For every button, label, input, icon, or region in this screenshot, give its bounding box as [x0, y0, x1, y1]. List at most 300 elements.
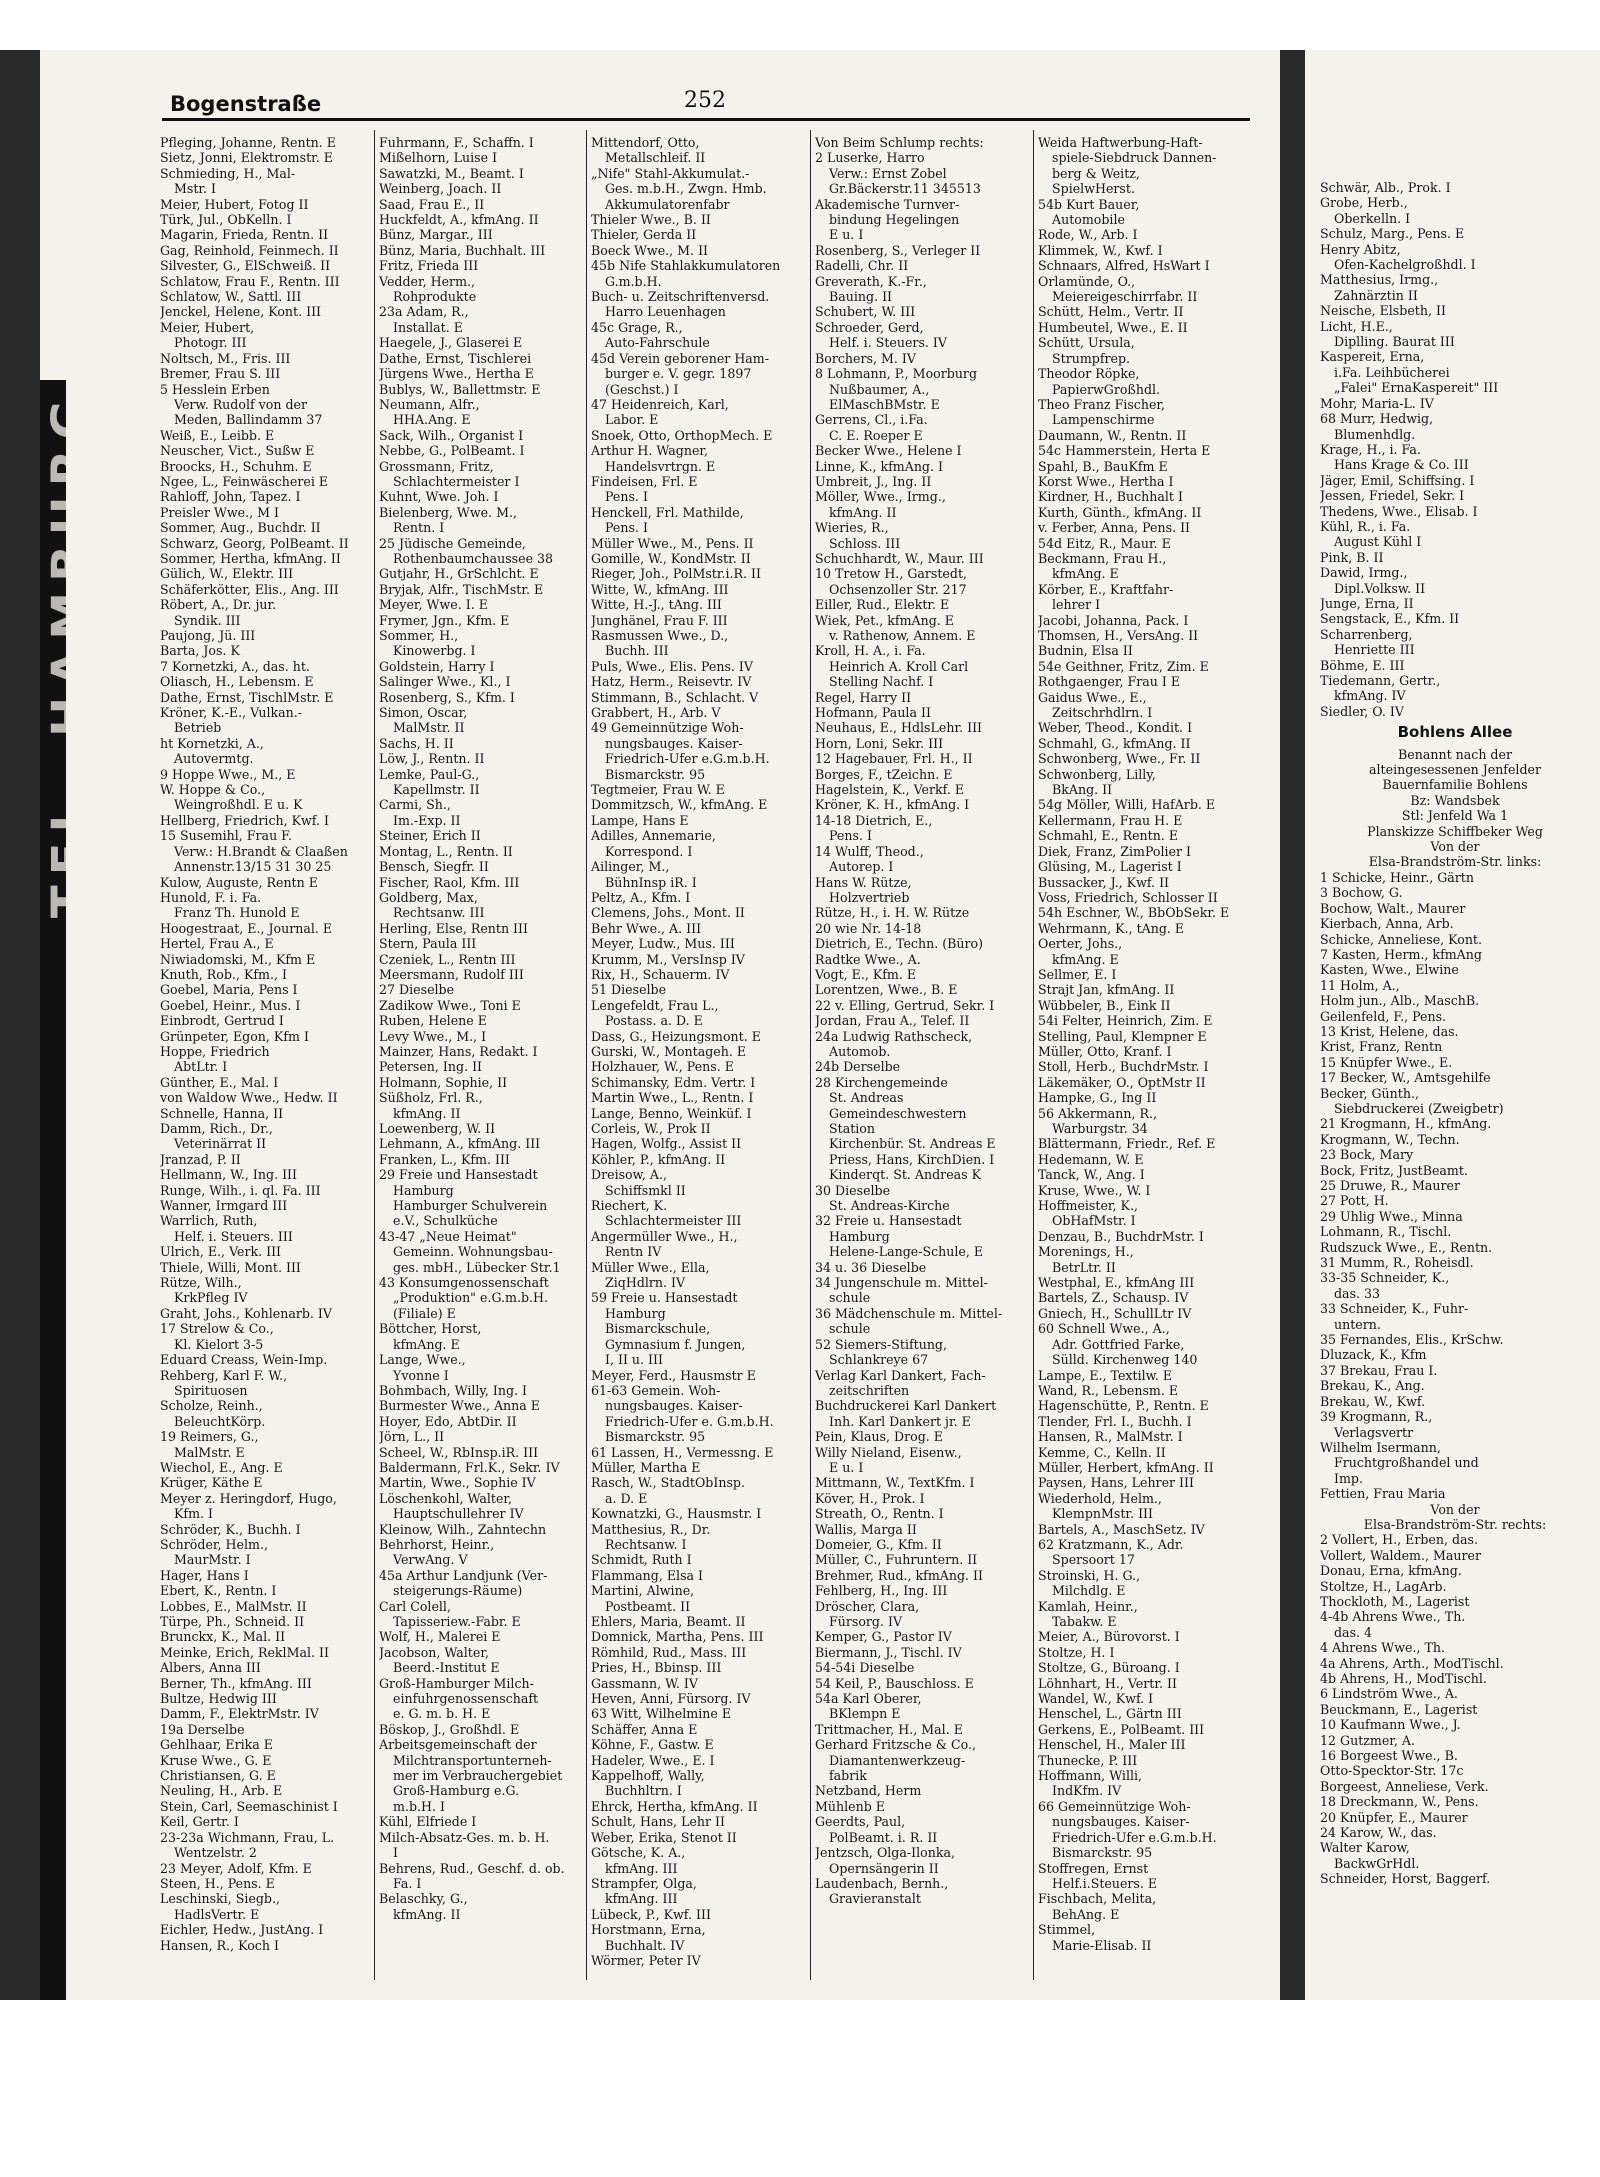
- directory-entry: Weida Haftwerbung-Haft-: [1038, 135, 1203, 150]
- directory-entry: Verlag Karl Dankert, Fach-: [815, 1367, 986, 1383]
- directory-entry: Ehlers, Maria, Beamt. II: [591, 1614, 746, 1629]
- directory-entry: Schwarz, Georg, PolBeamt. II: [160, 535, 349, 551]
- directory-entry: Pein, Klaus, Drog. E: [815, 1429, 943, 1445]
- directory-entry: Kierbach, Anna, Arb.: [1320, 916, 1454, 932]
- directory-entry: Meiereigeschirrfabr. II: [1052, 289, 1198, 305]
- directory-entry: I: [393, 1845, 398, 1861]
- directory-entry: Bartels, Z., Schausp. IV: [1038, 1290, 1189, 1306]
- street-note: Benannt nach der: [1398, 746, 1512, 762]
- directory-entry: Labor. E: [605, 412, 659, 428]
- directory-entry: Warburgstr. 34: [1052, 1121, 1148, 1136]
- directory-entry: Jessen, Friedel, Sekr. I: [1320, 488, 1465, 504]
- directory-entry: Buchdruckerei Karl Dankert: [815, 1398, 997, 1414]
- directory-entry: berg & Weitz,: [1052, 165, 1140, 181]
- directory-entry: Berner, Th., kfmAng. III: [160, 1675, 312, 1691]
- directory-entry: Frymer, Jgn., Kfm. E: [379, 612, 510, 628]
- directory-entry: Beuckmann, E., Lagerist: [1320, 1701, 1478, 1717]
- directory-entry: Budnin, Elsa II: [1038, 643, 1133, 659]
- directory-entry: Behr Wwe., A. III: [591, 920, 702, 936]
- directory-entry: burger e. V. gegr. 1897: [605, 366, 752, 382]
- directory-entry: Borges, F., tZeichn. E: [815, 766, 953, 782]
- directory-entry: Fürsorg. IV: [829, 1614, 903, 1629]
- directory-entry: Hamburger Schulverein: [393, 1198, 548, 1214]
- directory-entry: SpielwHerst.: [1052, 181, 1135, 197]
- directory-entry: Rütze, H., i. H. W. Rütze: [815, 905, 970, 921]
- directory-entry: Buchhltrn. I: [605, 1783, 682, 1799]
- directory-entry: Martini, Alwine,: [591, 1583, 695, 1599]
- directory-entry: 35 Fernandes, Elis., KrSchw.: [1320, 1332, 1504, 1348]
- directory-entry: 20 Knüpfer, E., Maurer: [1320, 1809, 1468, 1825]
- directory-entry: Riechert, K.: [591, 1198, 668, 1214]
- directory-entry: Damm, Rich., Dr.,: [160, 1121, 273, 1136]
- directory-entry: Carl Colell,: [379, 1598, 451, 1614]
- directory-entry: Autorep. I: [829, 859, 894, 875]
- directory-entry: Löhnhart, H., Vertr. II: [1038, 1675, 1177, 1691]
- directory-entry: Marie-Elisab. II: [1052, 1937, 1152, 1953]
- directory-entry: MaurMstr. I: [174, 1552, 251, 1568]
- directory-entry: Kruse, Wwe., W. I: [1038, 1182, 1151, 1198]
- directory-entry: Linne, K., kfmAng. I: [815, 458, 943, 474]
- directory-entry: 4 Ahrens Wwe., Th.: [1320, 1640, 1445, 1656]
- directory-entry: Oerter, Johs.,: [1038, 936, 1123, 952]
- directory-entry: Lengefeldt, Frau L.,: [591, 997, 719, 1013]
- directory-entry: 4-4b Ahrens Wwe., Th.: [1320, 1609, 1466, 1625]
- directory-entry: Milchtransportunterneh-: [393, 1752, 552, 1768]
- directory-entry: Ochsenzoller Str. 217: [829, 581, 967, 597]
- directory-entry: 10 Tretow H., Garstedt,: [815, 566, 968, 582]
- directory-column-3: [591, 135, 805, 1975]
- directory-entry: Müller Wwe., Ella,: [591, 1259, 710, 1275]
- directory-entry: Lampenschirme: [1052, 412, 1155, 428]
- directory-entry: Stimmann, B., Schlacht. V: [591, 689, 759, 705]
- directory-entry: 34 u. 36 Dieselbe: [815, 1259, 927, 1275]
- directory-entry: Im.-Exp. II: [393, 812, 461, 828]
- directory-entry: Wiechol, E., Ang. E: [160, 1459, 283, 1475]
- directory-entry: Becker Wwe., Helene I: [815, 443, 962, 459]
- directory-entry: Wilhelm Isermann,: [1320, 1439, 1441, 1455]
- directory-entry: Schuchhardt, W., Maur. III: [815, 550, 984, 566]
- directory-entry: kfmAng. III: [605, 1891, 678, 1907]
- directory-entry: Stoffregen, Ernst: [1038, 1860, 1149, 1876]
- directory-entry: Rode, W., Arb. I: [1038, 227, 1138, 243]
- directory-entry: Wentzelstr. 2: [174, 1845, 257, 1861]
- directory-entry: AbtLtr. I: [174, 1059, 228, 1075]
- directory-entry: Beerd.-Institut E: [393, 1660, 500, 1676]
- directory-entry: Wand, R., Lebensm. E: [1038, 1382, 1179, 1398]
- directory-entry: Grobe, Herb.,: [1320, 195, 1408, 211]
- directory-entry: Simon, Oscar,: [379, 705, 468, 721]
- directory-entry: Röbert, A., Dr. jur.: [160, 597, 277, 613]
- directory-entry: Daumann, W., Rentn. II: [1038, 427, 1187, 443]
- directory-entry: 61-63 Gemein. Woh-: [591, 1382, 721, 1398]
- directory-entry: Walter Karow,: [1320, 1840, 1410, 1856]
- directory-entry: Spersoort 17: [1052, 1552, 1135, 1568]
- directory-entry: „Nife" Stahl-Akkumulat.-: [591, 165, 750, 181]
- directory-entry: Kemper, G., Pastor IV: [815, 1629, 952, 1645]
- directory-entry: Wandel, W., Kwf. I: [1038, 1691, 1154, 1707]
- directory-entry: Meinke, Erich, ReklMal. II: [160, 1644, 329, 1660]
- directory-column-1: [160, 135, 368, 1975]
- directory-entry: Sawatzki, M., Beamt. I: [379, 165, 524, 181]
- directory-entry: 30 Dieselbe: [815, 1182, 891, 1198]
- directory-entry: Kapellmstr. II: [393, 782, 480, 798]
- directory-entry: Möller, Wwe., Irmg.,: [815, 489, 946, 505]
- column-divider: [374, 130, 375, 1980]
- directory-entry: untern.: [1334, 1316, 1381, 1332]
- directory-entry: Lübeck, P., Kwf. III: [591, 1906, 711, 1922]
- directory-entry: 2 Vollert, H., Erben, das.: [1320, 1532, 1479, 1548]
- directory-entry: Regel, Harry II: [815, 689, 912, 705]
- directory-entry: Schlachtermeister I: [393, 473, 520, 489]
- directory-entry: Graht, Johs., Kohlenarb. IV: [160, 1305, 333, 1321]
- page-number: 252: [684, 88, 726, 113]
- directory-entry: 23-23a Wichmann, Frau, L.: [160, 1829, 335, 1845]
- facing-page: [1305, 50, 1600, 2000]
- directory-entry: Dawid, Irmg.,: [1320, 565, 1408, 581]
- directory-entry: Dass, G., Heizungsmont. E: [591, 1028, 761, 1044]
- directory-entry: 32 Freie u. Hansestadt: [815, 1213, 962, 1229]
- directory-entry: Schicke, Anneliese, Kont.: [1320, 931, 1482, 947]
- directory-entry: Mißelhorn, Luise I: [379, 150, 498, 166]
- directory-entry: Paysen, Hans, Lehrer III: [1038, 1475, 1194, 1491]
- directory-entry: Jenckel, Helene, Kont. III: [160, 304, 322, 320]
- directory-entry: BackwGrHdl.: [1334, 1855, 1420, 1871]
- directory-entry: Snoek, Otto, OrthopMech. E: [591, 427, 773, 443]
- directory-entry: Baldermann, Frl.K., Sekr. IV: [379, 1459, 560, 1475]
- directory-entry: 21 Krogmann, H., kfmAng.: [1320, 1116, 1492, 1132]
- directory-entry: Saad, Frau E., II: [379, 196, 485, 212]
- directory-entry: St. Andreas-Kirche: [829, 1198, 950, 1214]
- directory-entry: Gravieranstalt: [829, 1891, 921, 1907]
- directory-entry: Müller Wwe., M., Pens. II: [591, 535, 754, 551]
- directory-entry: Böttcher, Horst,: [379, 1321, 482, 1337]
- directory-entry: Vedder, Herm.,: [379, 273, 476, 289]
- directory-entry: Humbeutel, Wwe., E. II: [1038, 319, 1188, 335]
- directory-entry: Sommer, Hertha, kfmAng. II: [160, 550, 341, 566]
- directory-entry: zeitschriften: [829, 1382, 910, 1398]
- directory-entry: Harro Leuenhagen: [605, 304, 726, 320]
- directory-entry: Eiller, Rud., Elektr. E: [815, 597, 950, 613]
- directory-entry: Radelli, Chr. II: [815, 258, 909, 274]
- directory-entry: ZiqHdlrn. IV: [605, 1275, 686, 1291]
- directory-entry: Strumpfrep.: [1052, 350, 1131, 366]
- directory-entry: Einbrodt, Gertrud I: [160, 1013, 284, 1029]
- directory-entry: Bremer, Frau S. III: [160, 366, 281, 382]
- directory-entry: Schroeder, Gerd,: [815, 319, 924, 335]
- directory-entry: Streath, O., Rentn. I: [815, 1506, 944, 1522]
- directory-entry: Geerdts, Paul,: [815, 1814, 906, 1830]
- directory-entry: Hoffmeister, K.,: [1038, 1198, 1138, 1214]
- directory-entry: Friedrich-Ufer e. G.m.b.H.: [605, 1413, 774, 1429]
- directory-entry: schule: [829, 1321, 871, 1337]
- directory-entry: Rentn. I: [393, 520, 445, 536]
- directory-entry: Römhild, Rud., Mass. III: [591, 1644, 747, 1660]
- directory-entry: Meier, Hubert,: [160, 319, 255, 335]
- directory-entry: 29 Uhlig Wwe., Minna: [1320, 1208, 1463, 1224]
- directory-entry: 24b Derselbe: [815, 1059, 901, 1075]
- directory-entry: Installat. E: [393, 319, 463, 335]
- directory-entry: Akkumulatorenfabr: [605, 196, 730, 212]
- directory-entry: Süßholz, Frl. R.,: [379, 1090, 483, 1106]
- directory-entry: Pens. I: [605, 489, 648, 505]
- directory-entry: 11 Holm, A.,: [1320, 977, 1400, 993]
- directory-entry: Borgeest, Anneliese, Verk.: [1320, 1778, 1489, 1794]
- directory-entry: 33-35 Schneider, K.,: [1320, 1270, 1450, 1286]
- directory-entry: (Filiale) E: [393, 1305, 456, 1321]
- directory-entry: Peltz, A., Kfm. I: [591, 889, 691, 905]
- directory-entry: Thockloth, M., Lagerist: [1320, 1593, 1470, 1609]
- directory-entry: Weber, Erika, Stenot II: [591, 1829, 737, 1845]
- directory-entry: Verlagsvertr: [1334, 1424, 1414, 1440]
- directory-entry: kfmAng. III: [605, 1860, 678, 1876]
- directory-entry: Von Beim Schlump rechts:: [815, 135, 984, 150]
- directory-entry: 37 Brekau, Frau I.: [1320, 1362, 1438, 1378]
- directory-entry: Lorentzen, Wwe., B. E: [815, 982, 958, 998]
- directory-entry: BkAng. II: [1052, 782, 1113, 798]
- directory-entry: Müller, C., Fuhruntern. II: [815, 1552, 978, 1568]
- directory-entry: Stoltze, G., Büroang. I: [1038, 1660, 1180, 1676]
- directory-entry: Henschel, H., Maler III: [1038, 1737, 1186, 1753]
- directory-entry: Goebel, Heinr., Mus. I: [160, 997, 301, 1013]
- directory-entry: Goldberg, Max,: [379, 889, 478, 905]
- directory-entry: Jordan, Frau A., Telef. II: [815, 1013, 970, 1029]
- directory-entry: 54i Felter, Heinrich, Zim. E: [1038, 1013, 1213, 1029]
- directory-entry: Franken, L., Kfm. III: [379, 1151, 510, 1167]
- directory-entry: Thiele, Willi, Mont. III: [160, 1259, 301, 1275]
- directory-entry: Neuhaus, E., HdlsLehr. III: [815, 720, 983, 736]
- directory-entry: Bultze, Hedwig III: [160, 1691, 277, 1707]
- header-rule: [162, 118, 1250, 121]
- street-note: Elsa-Brandström-Str. rechts:: [1363, 1516, 1547, 1532]
- directory-entry: Witte, W., kfmAng. III: [591, 581, 729, 597]
- directory-entry: Holm jun., Alb., MaschB.: [1320, 993, 1480, 1009]
- directory-entry: Stern, Paula III: [379, 936, 477, 952]
- directory-entry: Auto-Fahrschule: [605, 335, 710, 351]
- directory-entry: 19 Reimers, G.,: [160, 1429, 259, 1445]
- directory-entry: 23 Meyer, Adolf, Kfm. E: [160, 1860, 312, 1876]
- directory-entry: Junge, Erna, II: [1320, 595, 1414, 611]
- directory-entry: Bünz, Maria, Buchhalt. III: [379, 242, 546, 258]
- directory-entry: Müller, Herbert, kfmAng. II: [1038, 1459, 1214, 1475]
- directory-entry: Rehberg, Karl F. W.,: [160, 1367, 288, 1383]
- directory-entry: 12 Hagebauer, Frl. H., II: [815, 751, 973, 767]
- directory-entry: Helf.i.Steuers. E: [1052, 1875, 1158, 1891]
- directory-entry: Bauing. II: [829, 289, 893, 305]
- directory-entry: Bochow, Walt., Maurer: [1320, 900, 1466, 916]
- directory-entry: Kellermann, Frau H. E: [1038, 812, 1183, 828]
- directory-entry: Stimmel,: [1038, 1922, 1096, 1938]
- directory-entry: Wieries, R.,: [815, 520, 889, 536]
- directory-entry: Corleis, W., Prok II: [591, 1121, 711, 1136]
- directory-entry: Dommitzsch, W., kfmAng. E: [591, 797, 768, 813]
- directory-entry: Wallis, Marga II: [815, 1521, 917, 1537]
- directory-entry: Bismarckschule,: [605, 1321, 711, 1337]
- directory-entry: 43 Konsumgenossenschaft: [379, 1275, 549, 1291]
- directory-entry: 7 Kornetzki, A., das. ht.: [160, 658, 310, 674]
- directory-entry: e. G. m. b. H. E: [393, 1706, 491, 1722]
- directory-entry: Becker, Günth.,: [1320, 1085, 1419, 1101]
- directory-entry: Kinderqt. St. Andreas K: [829, 1167, 982, 1183]
- directory-entry: Holmann, Sophie, II: [379, 1074, 508, 1090]
- directory-entry: Schmidt, Ruth I: [591, 1552, 692, 1568]
- directory-entry: Jörn, L., II: [379, 1429, 445, 1445]
- directory-entry: Korrespond. I: [605, 843, 693, 859]
- directory-entry: Barta, Jos. K: [160, 643, 240, 659]
- directory-entry: Station: [829, 1121, 875, 1136]
- directory-entry: Petersen, Ing. II: [379, 1059, 483, 1075]
- directory-entry: Wiek, Pet., kfmAng. E: [815, 612, 954, 628]
- directory-entry: Kemme, C., Kelln. II: [1038, 1444, 1166, 1460]
- directory-entry: Thunecke, P. III: [1038, 1752, 1138, 1768]
- directory-entry: Ngee, L., Feinwäscherei E: [160, 473, 329, 489]
- directory-entry: 54g Möller, Willi, HafArb. E: [1038, 797, 1216, 813]
- directory-entry: Hellberg, Friedrich, Kwf. I: [160, 812, 329, 828]
- directory-entry: 9 Hoppe Wwe., M., E: [160, 766, 296, 782]
- directory-entry: Silvester, G., ElSchweiß. II: [160, 258, 331, 274]
- street-note: Stl: Jenfeld Wa 1: [1401, 808, 1509, 824]
- directory-entry: 39 Krogmann, R.,: [1320, 1409, 1433, 1425]
- directory-entry: Inh. Karl Dankert jr. E: [829, 1413, 971, 1429]
- directory-entry: Scheel, W., RbInsp.iR. III: [379, 1444, 539, 1460]
- directory-entry: Mittendorf, Otto,: [591, 135, 700, 150]
- directory-entry: PolBeamt. i. R. II: [829, 1829, 938, 1845]
- directory-entry: Pens. I: [605, 520, 648, 536]
- directory-entry: Arbeitsgemeinschaft der: [379, 1737, 537, 1753]
- directory-entry: Kownatzki, G., Hausmstr. I: [591, 1506, 762, 1522]
- directory-entry: Diamantenwerkzeug-: [829, 1752, 966, 1768]
- directory-entry: Schnaars, Alfred, HsWart I: [1038, 258, 1210, 274]
- directory-entry: Rasmussen Wwe., D.,: [591, 628, 729, 643]
- directory-entry: Puls, Wwe., Elis. Pens. IV: [591, 658, 753, 674]
- directory-entry: Verw.: H.Brandt & Claaßen: [174, 843, 348, 859]
- directory-entry: Kühl, R., i. Fa.: [1320, 518, 1411, 534]
- directory-entry: BühnInsp iR. I: [605, 874, 697, 890]
- directory-entry: Schloss. III: [829, 535, 901, 551]
- directory-entry: Dathe, Ernst, Tischlerei: [379, 350, 532, 366]
- directory-entry: Krage, H., i. Fa.: [1320, 441, 1421, 457]
- directory-entry: kfmAng. IV: [1334, 688, 1406, 704]
- directory-entry: Lobbes, E., MalMstr. II: [160, 1598, 307, 1614]
- directory-entry: Biermann, J., Tischl. IV: [815, 1644, 962, 1660]
- directory-entry: Handelsvrtrgn. E: [605, 458, 716, 474]
- directory-entry: Tanck, W., Ang. I: [1038, 1167, 1145, 1183]
- directory-entry: Stein, Carl, Seemaschinist I: [160, 1798, 338, 1814]
- directory-entry: Schröder, K., Buchh. I: [160, 1521, 301, 1537]
- directory-entry: 33 Schneider, K., Fuhr-: [1320, 1301, 1469, 1317]
- directory-entry: E u. I: [829, 1459, 864, 1475]
- directory-entry: kfmAng. E: [1052, 566, 1119, 582]
- directory-entry: PapierwGroßhdl.: [1052, 381, 1161, 397]
- directory-entry: Keil, Gertr. I: [160, 1814, 239, 1830]
- directory-entry: ges. mbH., Lübecker Str.1: [393, 1259, 561, 1275]
- directory-entry: Bock, Fritz, JustBeamt.: [1320, 1162, 1468, 1178]
- directory-entry: Gassmann, W. IV: [591, 1675, 698, 1691]
- directory-entry: Bünz, Margar., III: [379, 227, 493, 243]
- street-note: Elsa-Brandström-Str. links:: [1368, 854, 1542, 870]
- street-heading: Bohlens Allee: [1397, 723, 1513, 742]
- directory-entry: Runge, Wilh., i. ql. Fa. III: [160, 1182, 321, 1198]
- directory-entry: Wanner, Irmgard III: [160, 1198, 288, 1214]
- directory-entry: Tegtmeier, Frau W. E: [591, 782, 725, 798]
- directory-entry: Hatz, Herm., Reisevtr. IV: [591, 674, 752, 690]
- directory-entry: Henschel, L., Gärtn III: [1038, 1706, 1182, 1722]
- directory-entry: Schäferkötter, Elis., Ang. III: [160, 581, 339, 597]
- directory-entry: Meyer, Ferd., Hausmstr E: [591, 1367, 756, 1383]
- directory-entry: Sachs, H. II: [379, 735, 454, 751]
- directory-entry: Hoffmann, Willi,: [1038, 1768, 1143, 1784]
- directory-entry: Löw, J., Rentn. II: [379, 751, 485, 767]
- directory-entry: Türk, Jul., ObKelln. I: [160, 212, 292, 228]
- directory-entry: Magarin, Frieda, Rentn. II: [160, 227, 329, 243]
- column-divider: [810, 130, 811, 1980]
- directory-entry: „Falei" ErnaKaspereit" III: [1334, 380, 1499, 396]
- directory-entry: Domnick, Martha, Pens. III: [591, 1629, 764, 1645]
- directory-entry: Belaschky, G.,: [379, 1891, 468, 1907]
- directory-entry: Friedrich-Ufer e.G.m.b.H.: [1052, 1829, 1217, 1845]
- directory-entry: Verw. Rudolf von der: [174, 396, 307, 412]
- directory-entry: i.Fa. Leihbücherei: [1334, 364, 1450, 380]
- directory-entry: Hager, Hans I: [160, 1567, 249, 1583]
- directory-entry: Rosenberg, S., Verleger II: [815, 242, 981, 258]
- directory-entry: Gerhard Fritzsche & Co.,: [815, 1737, 977, 1753]
- directory-entry: e.V., Schulküche: [393, 1213, 498, 1229]
- directory-entry: Veterinärrat II: [174, 1136, 267, 1152]
- directory-entry: Hoyer, Edo, AbtDir. II: [379, 1413, 517, 1429]
- directory-entry: Bussacker, J., Kwf. II: [1038, 874, 1170, 890]
- directory-entry: Diplling. Baurat III: [1334, 334, 1455, 350]
- directory-entry: 1 Schicke, Heinr., Gärtn: [1320, 869, 1474, 885]
- directory-entry: Helf. i. Steuers. III: [174, 1228, 293, 1244]
- directory-entry: Neuscher, Vict., Sußw E: [160, 443, 315, 459]
- column-divider: [586, 130, 587, 1980]
- directory-entry: Rieger, Joh., PolMstr.i.R. II: [591, 566, 761, 582]
- directory-entry: kfmAng. II: [393, 1105, 461, 1121]
- directory-entry: Donau, Erna, kfmAng.: [1320, 1563, 1462, 1579]
- directory-entry: Schütt, Ursula,: [1038, 335, 1135, 351]
- directory-entry: Laudenbach, Bernh.,: [815, 1875, 949, 1891]
- directory-entry: Schröder, Helm.,: [160, 1536, 268, 1552]
- directory-entry: ObHafMstr. I: [1052, 1213, 1136, 1229]
- directory-entry: 54b Kurt Bauer,: [1038, 196, 1140, 212]
- directory-entry: Stroinski, H. G.,: [1038, 1567, 1141, 1583]
- directory-entry: Postass. a. D. E: [605, 1013, 703, 1029]
- directory-entry: Salinger Wwe., Kl., I: [379, 674, 511, 690]
- directory-entry: kfmAng. II: [829, 504, 897, 520]
- directory-entry: Thedens, Wwe., Elisab. I: [1320, 503, 1478, 519]
- directory-entry: Gemeindeschwestern: [829, 1105, 967, 1121]
- directory-entry: Behrhorst, Heinr.,: [379, 1536, 495, 1552]
- directory-entry: 52 Siemers-Stiftung,: [815, 1336, 947, 1352]
- directory-entry: einfuhrgenossenschaft: [393, 1691, 539, 1707]
- directory-entry: Gymnasium f. Jungen,: [605, 1336, 746, 1352]
- directory-entry: Meden, Ballindamm 37: [174, 412, 323, 428]
- directory-entry: 4b Ahrens, H., ModTischl.: [1320, 1671, 1487, 1686]
- directory-entry: lehrer I: [1052, 597, 1101, 613]
- directory-entry: Kl. Kielort 3-5: [174, 1336, 264, 1352]
- column-divider: [1033, 130, 1034, 1980]
- directory-entry: Heinrich A. Kroll Carl: [829, 658, 969, 674]
- directory-entry: nungsbauges. Kaiser-: [1052, 1814, 1190, 1830]
- directory-entry: Kühl, Elfriede I: [379, 1814, 477, 1830]
- directory-entry: MalMstr. E: [174, 1444, 245, 1460]
- directory-entry: Groß-Hamburg e.G.: [393, 1783, 520, 1799]
- directory-entry: Pries, H., Bbinsp. III: [591, 1660, 722, 1676]
- directory-entry: Krumm, M., VersInsp IV: [591, 951, 745, 967]
- directory-column-5: [1038, 135, 1250, 1975]
- directory-entry: fabrik: [829, 1768, 867, 1784]
- directory-entry: 14 Wulff, Theod.,: [815, 843, 924, 859]
- directory-entry: v. Rathenow, Annem. E: [829, 628, 976, 643]
